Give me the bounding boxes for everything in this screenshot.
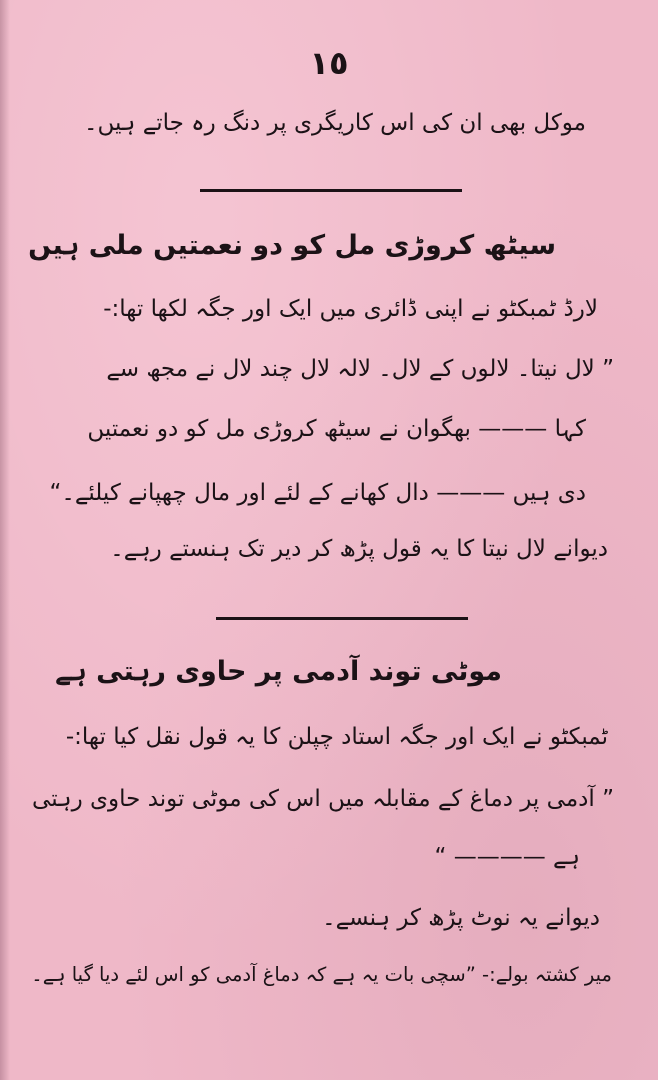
section-divider (216, 617, 468, 620)
text-line: دیوانے لال نیتا کا یہ قول پڑھ کر دیر تک ہنستے رہے۔ (110, 536, 608, 562)
text-line: ٹمبکٹو نے ایک اور جگہ استاد چپلن کا یہ قول نقل کیا تھا:- (65, 724, 608, 750)
text-line: موکل بھی ان کی اس کاریگری پر دنگ رہ جاتے ہیں۔ (84, 110, 586, 136)
text-line: دیوانے یہ نوٹ پڑھ کر ہنسے۔ (322, 905, 600, 931)
section-heading: سیٹھ کروڑی مل کو دو نعمتیں ملی ہیں (28, 230, 556, 261)
section-divider (200, 189, 462, 192)
text-line: کہا ——— بھگوان نے سیٹھ کروڑی مل کو دو نعمتیں (87, 416, 586, 442)
page-edge-shadow (0, 0, 10, 1080)
page-number: ١٥ (309, 44, 349, 82)
text-line: لارڈ ٹمبکٹو نے اپنی ڈائری میں ایک اور جگہ لکھا تھا:- (103, 296, 598, 322)
section-heading: موٹی توند آدمی پر حاوی رہتی ہے (55, 656, 502, 687)
text-line: میر کشتہ بولے:- ”سچی بات یہ ہے کہ دماغ آدمی کو اس لئے دیا گیا ہے۔ (31, 963, 612, 986)
text-line: ہے ———— “ (434, 844, 580, 870)
text-line: ” آدمی پر دماغ کے مقابلہ میں اس کی موٹی توند حاوی رہتی (32, 786, 614, 812)
text-line: دی ہیں ——— دال کھانے کے لئے اور مال چھپانے کیلئے۔“ (49, 480, 586, 506)
text-line: ” لال نیتا۔ لالوں کے لال۔ لالہ لال چند لال نے مجھ سے (106, 356, 614, 382)
